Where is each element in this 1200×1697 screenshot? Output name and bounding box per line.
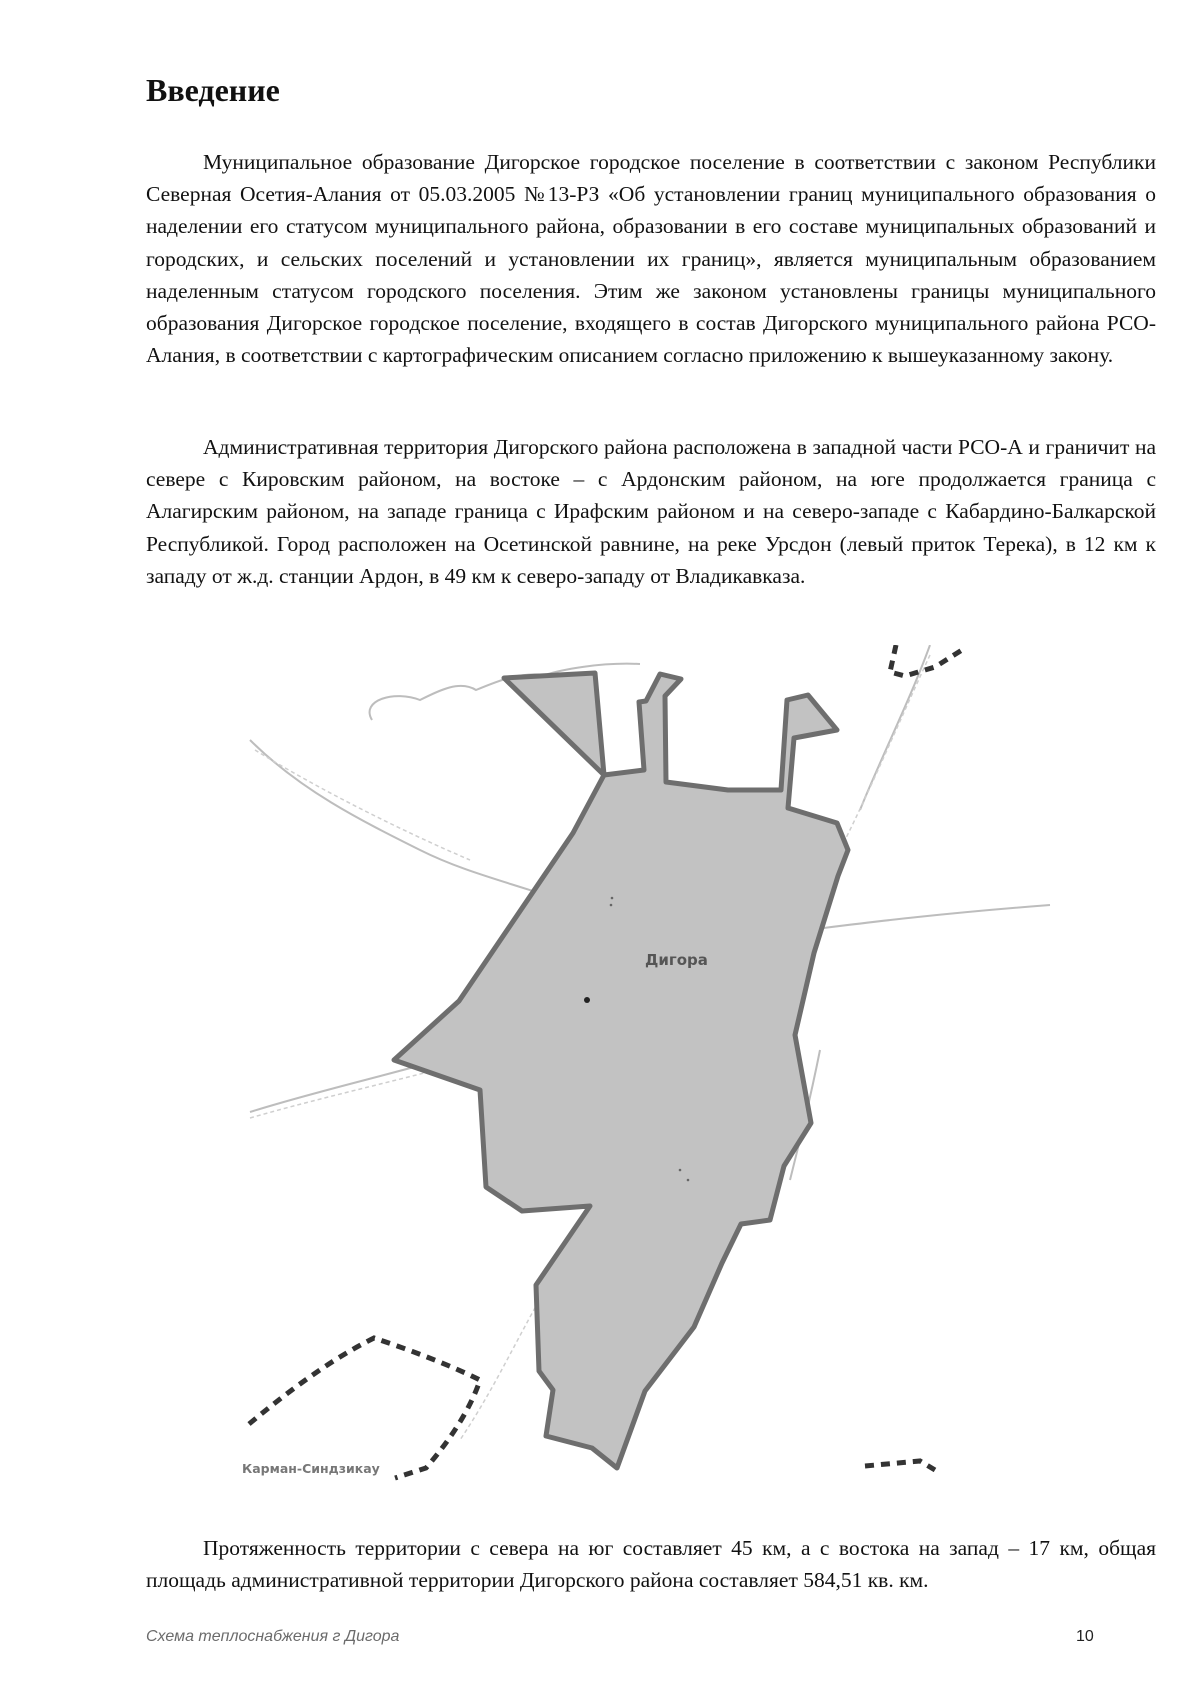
paragraph-legal-status: Муниципальное образование Дигорское городское поселение в соответствии с законом Республики Северная Осетия-Алания от 05.03.2005 №13-РЗ «Об установлении границ муниципального образования о наделении его статусом муниципального района, образовании в его составе муниципальных образований и городских, и сельских поселений и установлении их границ», является муниципальным образованием наделенным статусом городского поселения. Этим же законом установлены границы муниципального образования Дигорское городское поселение, входящего в состав Дигорского муниципального района РСО-Алания, в соответствии с картографическим описанием согласно приложению к вышеуказанному закону. (146, 150, 1156, 368)
city-label: Дигора (645, 951, 708, 969)
village-label: Карман-Синдзикау (242, 1461, 380, 1476)
paragraph-area: Протяженность территории с севера на юг составляет 45 км, а с востока на запад – 17 км, общая площадь административной территории Дигорского района составляет 584,51 кв. км. (146, 1536, 1156, 1593)
paragraph-geography: Административная территория Дигорского района расположена в западной части РСО-А и граничит на севере с Кировским районом, на востоке – с Ардонским районом, на юге продолжается граница с Алагирским районом, на западе граница с Ирафским районом и на северо-западе с Кабардино-Балкарской Республикой. Город расположен на Осетинской равнине, на реке Урсдон (левый приток Терека), в 12 км к западу от ж.д. станции Ардон, в 49 км к северо-западу от Владикавказа. (146, 435, 1156, 588)
footer-document-title: Схема теплоснабжения г Дигора (146, 1628, 400, 1645)
city-center-marker (584, 997, 590, 1003)
district-territory-polygon (394, 673, 848, 1468)
section-heading: Введение (146, 72, 280, 108)
territory-map (230, 645, 1060, 1495)
footer-page-number: 10 (1076, 1628, 1094, 1645)
